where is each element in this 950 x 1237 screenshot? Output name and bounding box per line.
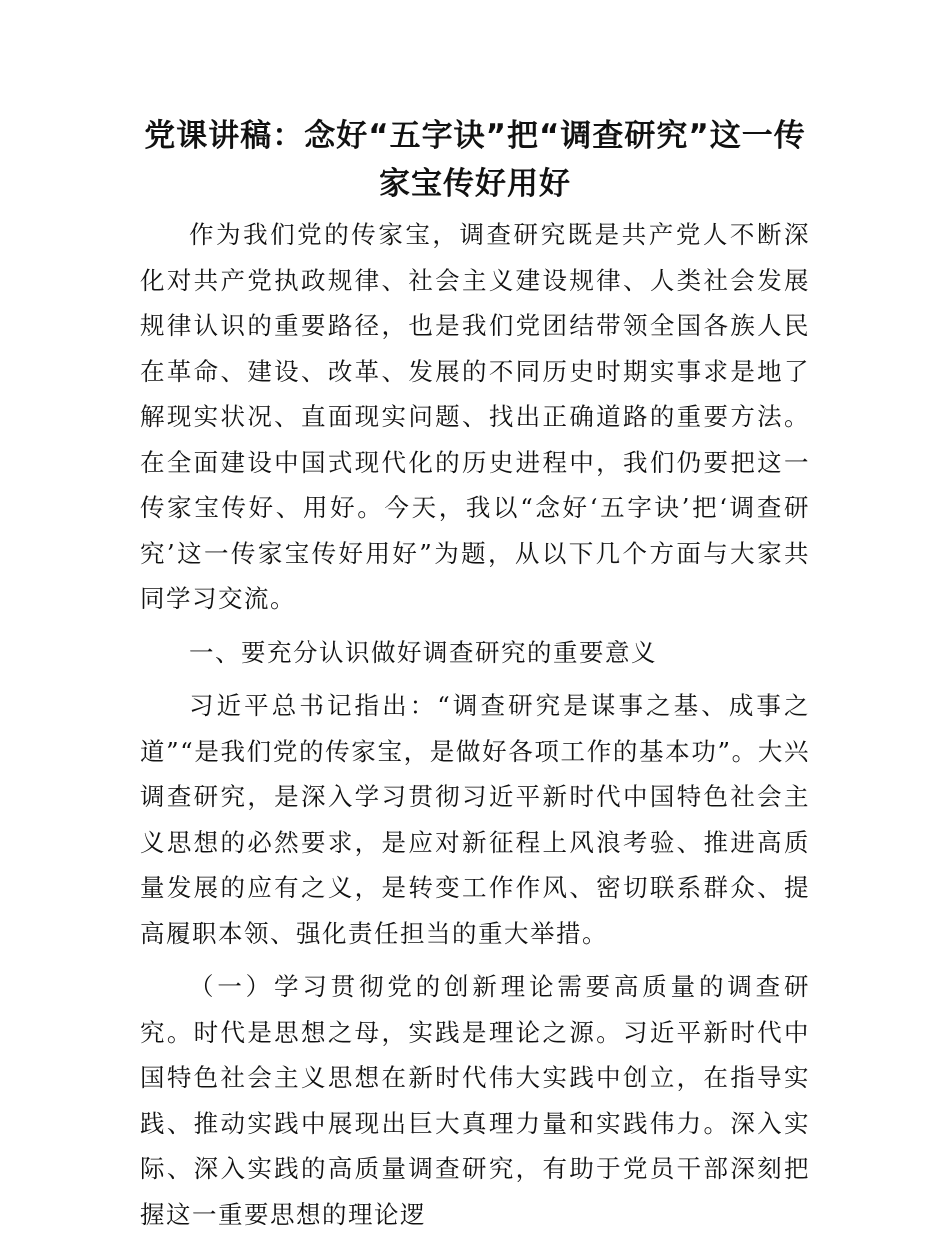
document-body <box>140 212 810 1237</box>
intro-paragraph: 作为我们党的传家宝，调查研究既是共产党人不断深化对共产党执政规律、社会主义建设规律、人类社会发展规律认识的重要路径，也是我们党团结带领全国各族人民在革命、建设、改革、发展的不同历史时期实事求是地了解现实状况、直面现实问题、找出正确道路的重要方法。在全面建设中国式现代化的历史进程中，我们仍要把这一传家宝传好、用好。今天，我以“念好‘五字诀’把‘调查研究’这一传家宝传好用好”为题，从以下几个方面与大家共同学习交流。 <box>140 220 810 613</box>
subsection-paragraph-1: （一）学习贯彻党的创新理论需要高质量的调查研究。时代是思想之母，实践是理论之源。习近平新时代中国特色社会主义思想在新时代伟大实践中创立，在指导实践、推动实践中展现出巨大真理力量和实践伟力。深入实际、深入实践的高质量调查研究，有助于党员干部深刻把握这一重要思想的理论逻 <box>140 972 810 1229</box>
section-heading-1: 一、要充分认识做好调查研究的重要意义 <box>189 637 657 667</box>
document-title: 党课讲稿：念好“五字诀”把“调查研究”这一传家宝传好用好 <box>144 118 806 202</box>
quote-paragraph: 习近平总书记指出：“调查研究是谋事之基、成事之道”“是我们党的传家宝，是做好各项工作的基本功”。大兴调查研究，是深入学习贯彻习近平新时代中国特色社会主义思想的必然要求，是应对新征程上风浪考验、推进高质量发展的应有之义，是转变工作作风、密切联系群众、提高履职本领、强化责任担当的重大举措。 <box>140 691 810 948</box>
